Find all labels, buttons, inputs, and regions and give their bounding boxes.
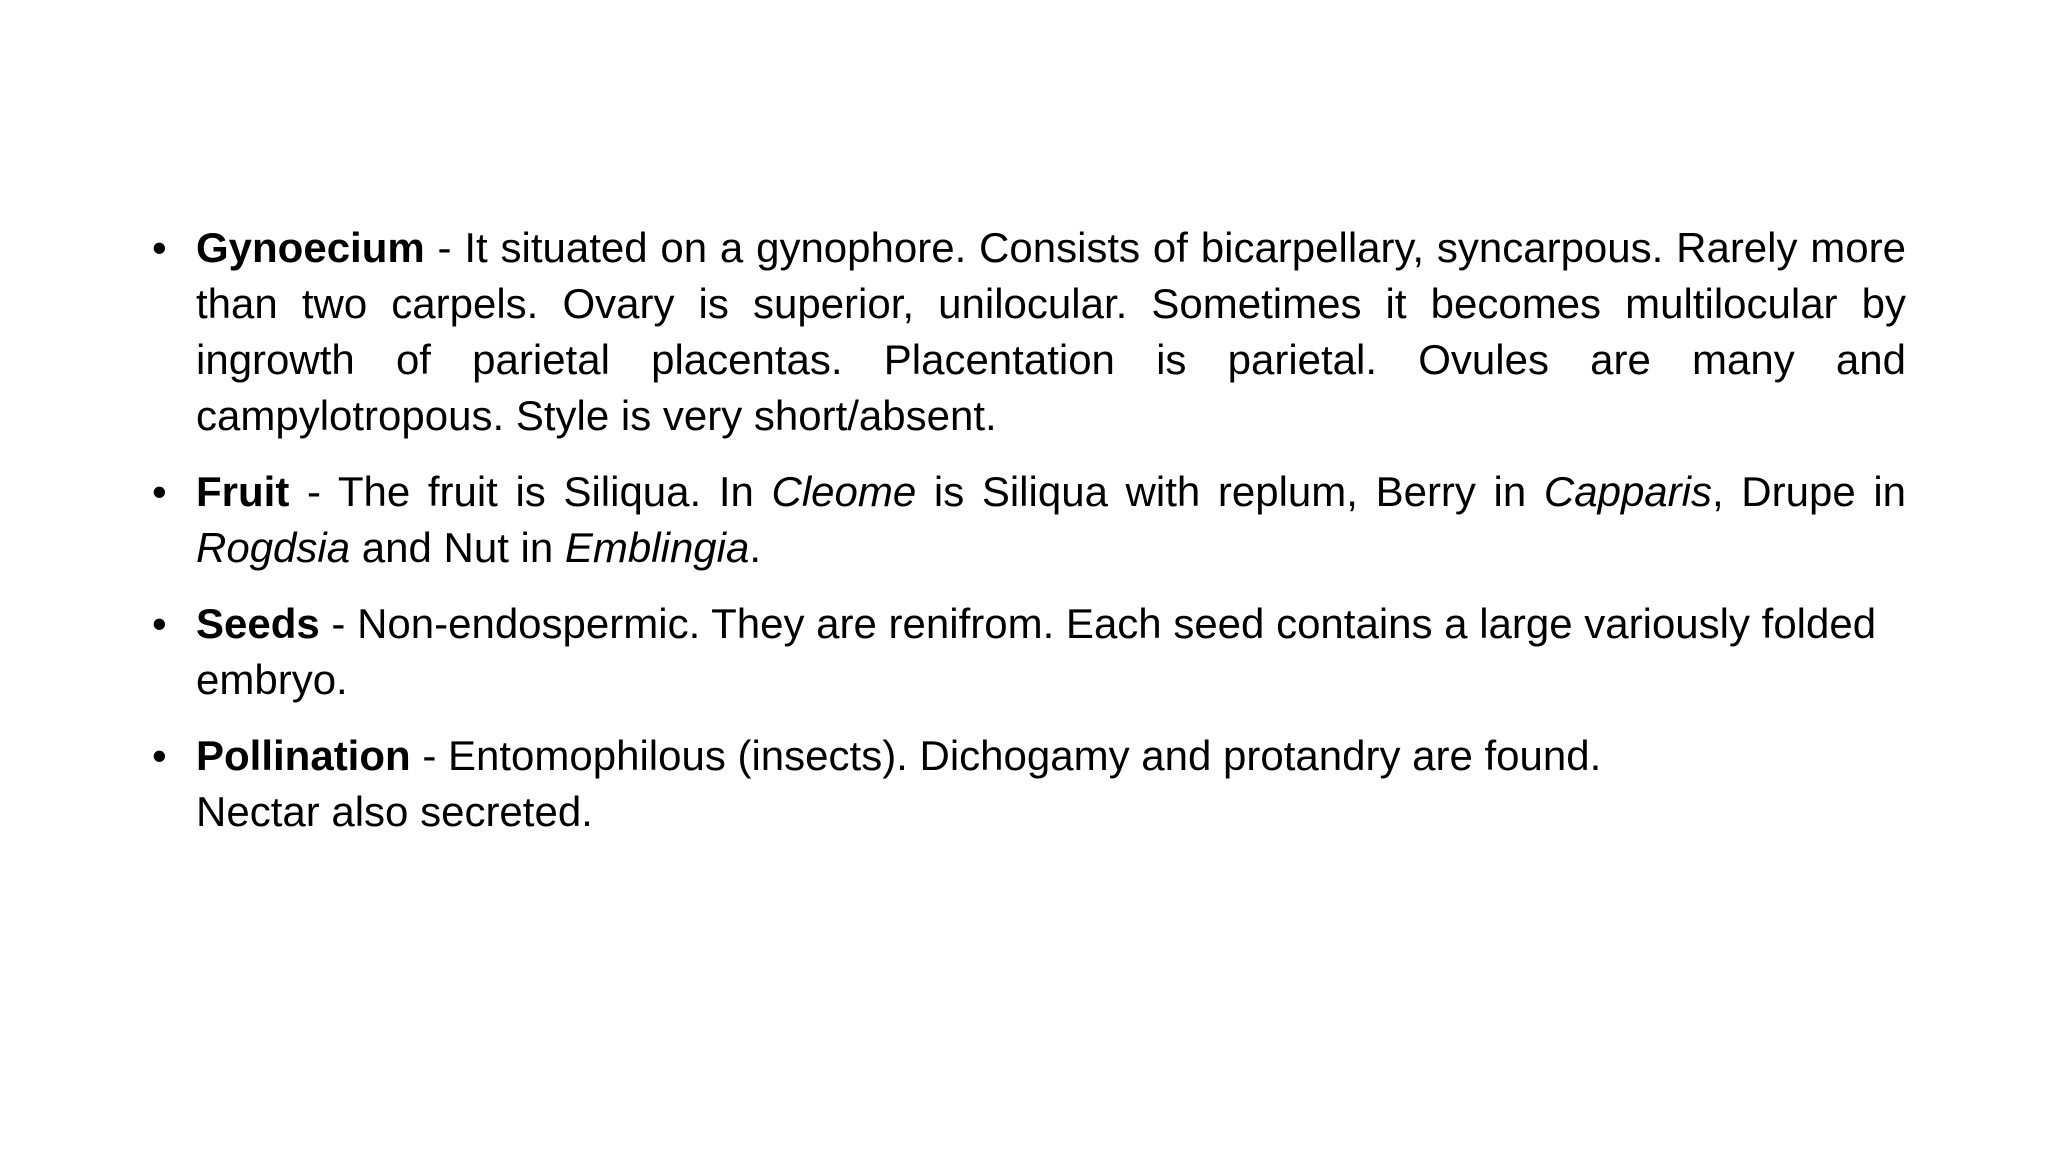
fruit-text-2: is Siliqua with replum, Berry in — [916, 468, 1544, 515]
bullet-item-seeds — [150, 596, 1906, 708]
fruit-text-3: , Drupe in — [1711, 468, 1907, 515]
bullet-item-gynoecium — [150, 220, 1906, 444]
bullet-icon: • — [152, 224, 167, 271]
pollination-text-line1: - Entomophilous (insects). Dichogamy and protandry are found. — [410, 732, 1602, 779]
bullet-icon: • — [152, 600, 167, 647]
genus-emblingia: Emblingia — [564, 524, 750, 571]
term-pollination: Pollination — [196, 732, 411, 779]
bullet-list — [150, 220, 1906, 840]
seeds-text: - Non-endospermic. They are renifrom. Each seed contains a large variously folded embryo. — [196, 600, 1877, 703]
term-seeds: Seeds — [196, 600, 320, 647]
slide-content — [150, 220, 1906, 860]
term-fruit: Fruit — [196, 468, 290, 515]
gynoecium-text: - It situated on a gynophore. Consists of bicarpellary, syncarpous. Rarely more than two carpels. Ovary is superior, unilocular. Sometimes it becomes multilocular by ingrowth of parietal placentas. Placentation is parietal. Ovules are many and campylotropous. Style is very short/absent. — [196, 224, 1906, 439]
bullet-icon: • — [152, 468, 167, 515]
pollination-text-line2: Nectar also secreted. — [196, 788, 593, 835]
bullet-item-pollination — [150, 728, 1906, 840]
genus-cleome: Cleome — [771, 468, 917, 515]
fruit-text-4: and Nut in — [350, 524, 565, 571]
term-gynoecium: Gynoecium — [196, 224, 425, 271]
fruit-text-1: - The fruit is Siliqua. In — [289, 468, 772, 515]
genus-capparis: Capparis — [1543, 468, 1712, 515]
genus-rogdsia: Rogdsia — [196, 524, 351, 571]
fruit-text-5: . — [749, 524, 762, 571]
bullet-item-fruit — [150, 464, 1906, 576]
bullet-icon: • — [152, 732, 167, 779]
